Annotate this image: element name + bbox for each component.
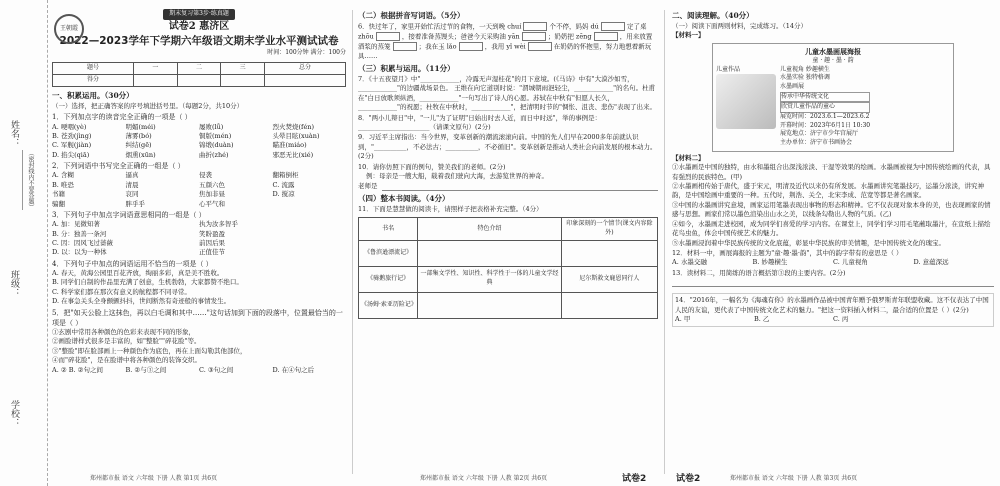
option: C. ③句之间: [199, 365, 234, 374]
question-7: 7．《十五夜望月》中"____________，冷露无声湿桂花"的月下意境。(《马诗》中有"大漠沙如雪，____________"的边疆战场景色。 王维在向它道别时说："渭城朝雨浥轻尘，____________"的名句。杜甫在"白日放歌须纵酒，____________"一句写出了诗人的心愿。苏轼在中秋有"但愿人长久，____________"的祝愿；杜牧在中秋时，____________"，把清明时节的"惆怅、沮丧、悲伤"表现了出来。: [358, 74, 656, 112]
name-line: [22, 150, 23, 210]
table-cell[interactable]: [418, 292, 562, 318]
option: 锦缎(duàn): [199, 141, 234, 150]
text: 老师是: [358, 181, 378, 190]
table-cell: 尼尔斯救文鹿恩同行人: [561, 266, 657, 292]
poster-subtitle: 童 · 趣 · 墨 · 韵: [812, 56, 854, 64]
option: C. 军舰(jiàn): [52, 141, 92, 150]
question-11: 11．下面是慧慧做的阅读卡，请照样子把表格补充完整。（4分）: [358, 204, 543, 213]
binding-note: （密封线内不要答题）: [27, 150, 34, 210]
option: C. 丙: [833, 315, 849, 324]
text: "的名句。杜甫在"白日放歌须纵酒，: [358, 84, 656, 102]
option: D. 搅凉: [272, 190, 295, 199]
table-cell[interactable]: [418, 240, 562, 266]
score-col: 二: [177, 63, 221, 75]
option: 清晨: [125, 180, 139, 189]
text: 儿童视角 妙趣横生: [780, 65, 830, 73]
option: B. ②与③之间: [125, 365, 167, 374]
options-q14: [675, 315, 991, 324]
text: 传承中华传统文化: [780, 92, 870, 103]
text: 14．"2016年，一幅名为《海魂有你》的水墨画作品被中国青年赠予俄罗斯青年联盟收藏。这不仅表达了中国人民的友谊，更代表了中国传统文化艺术的魅力。"把这一资料插入材料二，最合适的位置是（ ）(2分): [675, 296, 989, 314]
option: D. 在事急关头全身颤颤抖抖，世间断然有奇迹般的事情发生。: [52, 297, 231, 306]
text: 主办单位：济宁市书画协会: [780, 139, 853, 147]
passage-line: ②画脸谱样式很多是丰富的，如"整脸""碎花脸"等。: [52, 337, 201, 346]
section-heading: 一、积累运用。（30分）: [52, 91, 134, 101]
text: 9．习近平主席指出：当今世界，变革创新的潮流滚滚向前。中国的先人们早在2000多年前就认识到，": [358, 133, 639, 151]
poster-right: [780, 66, 870, 148]
instruction: （一）阅读下面两则材料，完成练习。（14分）: [672, 21, 808, 30]
option: 前因后果: [199, 239, 225, 248]
material-label: 【材料二】: [672, 153, 705, 162]
poster-left: [716, 66, 776, 148]
option: B. 妙趣横生: [752, 258, 788, 267]
option: 屡败(lǚ): [199, 122, 224, 131]
text: ；奶奶把 zēng: [547, 32, 592, 41]
question-8: 8．"两小儿辩日"中，"一儿"为了证明"日始出时去人近，而日中时远"，举的事例是：______________________（请课文原句）(2分): [358, 113, 602, 132]
text: ，不必循旧"。变革创新是推动人类社会向前发展的根本动力。(2分): [358, 142, 657, 161]
paper-number: 试卷2: [676, 474, 701, 484]
text: 展览地点：济宁市少年宫展厅: [780, 130, 859, 138]
option: A. 春天，黄海公园里百花齐放，绚丽多彩，真是美不胜收。: [52, 269, 224, 278]
option: B. 同学们自制的作品里充满了创意，生机勃勃，大家都赞不绝口。: [52, 278, 243, 287]
table-header: 印象深刻的一个情节(课文内容除外): [561, 218, 657, 240]
question-6: [358, 22, 658, 61]
text: "一句写出了诗人的心愿。苏轼在中秋有"但愿人长久，: [458, 93, 614, 102]
option: A. 含糊: [52, 171, 74, 180]
text: 8．"两小儿辩日"中，"一儿"为了证明"日始出时去人近，而日中时远"，举的事例是：: [358, 113, 602, 122]
option: B. 乙: [754, 315, 770, 324]
answer-line[interactable]: [672, 278, 994, 287]
option: 头晕目眩(xuàn): [272, 131, 320, 140]
option: 五颜六色: [199, 180, 225, 189]
paper-number: 试卷2: [622, 474, 647, 484]
text: "的祝愿；杜牧在中秋时，: [397, 103, 472, 112]
text: ，我用 yǐ wèi: [484, 42, 526, 51]
banner: 期末复习第3步·练真题: [163, 9, 235, 20]
passage-line: ③"整脸"即在脸部画上一种颜色作为底色，再在上面勾勒其他部位，: [52, 346, 247, 355]
option: 骗翻: [52, 199, 65, 208]
text: ，不必法古；: [406, 142, 446, 151]
option: C. 儿童视角: [833, 258, 868, 267]
score-cell[interactable]: [264, 75, 345, 87]
score-col: 三: [221, 63, 265, 75]
text: ；我在玉 lǎo: [418, 42, 457, 51]
option: 正值佳节: [199, 248, 225, 257]
pinyin-box[interactable]: [601, 22, 625, 31]
table-header: 书名: [359, 218, 418, 240]
page-footer: 郑州都市报 语文 六年级 下册 人教 第2页 共6页: [420, 475, 548, 482]
pinyin-box[interactable]: [523, 22, 547, 31]
passage-line: ④而"碎花脸"，是在脸谱中将各种颜色的装饰交织。: [52, 356, 201, 365]
answer-row: [358, 182, 658, 191]
option: 逼真: [125, 171, 139, 180]
paragraph: ①水墨画是中国的独特，由水和墨组合出深浅浓淡、干湿等效果的绘画。水墨画被视为中国传统绘画的代表，具有强烈的民族特色。(甲): [672, 163, 991, 181]
option: 心平气和: [199, 199, 225, 208]
text: 定了桌 zhōu: [358, 22, 647, 41]
text: ，用来放置酒浆的蒸笼: [358, 32, 653, 51]
options-q1: [52, 123, 346, 161]
page-footer: 郑州都市报 语文 六年级 下册 人教 第3页 共6页: [730, 475, 858, 482]
question-10: 10．请你仿照下面的例句，赞美我们的老师。(2分): [358, 162, 506, 171]
score-cell[interactable]: [221, 75, 265, 87]
option: [273, 200, 347, 209]
pinyin-box[interactable]: [393, 42, 417, 51]
option: 胖乎乎: [125, 199, 145, 208]
option: B. 分：独善一条河: [52, 229, 107, 238]
exam-meta: 时间：100分钟 满分：100分: [267, 49, 346, 57]
text: 王维在向它道别时说："渭城朝雨浥轻尘，: [454, 84, 575, 93]
option: B. 苍劲(jìng): [52, 131, 92, 140]
text: "，把清明时节的"惆怅、沮丧、悲伤"表现了出来。: [510, 103, 656, 112]
option: 瞄准(miáo): [272, 141, 307, 150]
question-1: 1．下列加点字的读音完全正确的一项是（ ）: [52, 113, 192, 122]
question-13: 13．读材料二，用简练的语言概括第③段的主要内容。(2分): [672, 268, 846, 277]
score-col: 一: [134, 63, 178, 75]
column-3: [672, 8, 994, 327]
option: 翻箱倒柜: [272, 171, 299, 180]
options-q2: [52, 171, 346, 209]
option: C. 流露: [272, 180, 295, 189]
binding-margin: [0, 0, 48, 486]
instruction: （一）选择，把正确答案的序号填进括号里。（每题2分，共10分）: [52, 101, 244, 110]
paragraph: ⑤水墨画浸润着中华民族传统的文化底蕴，彰显中华民族的审美情趣，是中国传统文化的瑰宝。: [672, 238, 945, 247]
question-5: 5．把"如天公脸上这抹色，再以白毛调和其中……"这句话加到下面的段落中，位置最恰当的一项是（ ）: [52, 308, 343, 327]
option: 书籍: [52, 190, 65, 199]
question-2: 2．下列词语中书写完全正确的一组是（ ）: [52, 162, 185, 171]
paragraph: ④如今，水墨画走进校园，成为同学们喜爱的学习内容。在课堂上，同学们学习用毛笔蘸取墨汁，在宣纸上描绘花鸟虫鱼，体会中国传统艺术的魅力。: [672, 219, 991, 238]
pinyin-box[interactable]: [459, 42, 483, 51]
text: 个不停，妈妈 dú: [549, 22, 599, 31]
text: （请课文原句）(2分): [429, 123, 491, 132]
poster-body: [716, 66, 950, 148]
column-2: [358, 8, 658, 319]
name-label: 姓名：: [9, 120, 19, 147]
table-cell: 《骑鹅旅行记》: [359, 266, 418, 292]
options-q3: [52, 220, 346, 258]
page-title: 2022—2023学年下学期六年级语文期末学业水平测试试卷: [59, 35, 339, 48]
text: 展览时间：2023.6.1—2023.6.2: [780, 112, 870, 120]
paragraph: ②水墨画相传始于唐代，盛于宋元，明清及近代以来仍有所发展。水墨画讲究笔墨技巧，运墨分浓淡，讲究神韵，是中国绘画中重要的一种。五代时，荆浩、关仝，北宋李成、范宽等都是著名画家。: [672, 182, 984, 200]
option: 焦加非昼: [199, 190, 225, 199]
table-header: 特色介绍: [418, 218, 562, 240]
options-q12: [672, 258, 994, 267]
text: 儿童作品: [716, 65, 741, 73]
question-3: 3．下列句子中加点字词语意思相同的一组是（ ）: [52, 211, 206, 220]
text: ，接着准备蒸馒头；爸爸今天采购油 yān: [401, 32, 520, 41]
material-label: 【材料一】: [672, 31, 705, 40]
score-col: 总分: [264, 63, 345, 75]
text: ，冷露无声湿桂花"的月下意境。(《马诗》中有"大漠沙如雪，: [459, 74, 634, 83]
answer-line[interactable]: [382, 182, 659, 191]
pinyin-box[interactable]: [594, 32, 618, 41]
ink-painting-image: [716, 74, 776, 129]
pinyin-box[interactable]: [376, 32, 400, 41]
text: 水墨实验 独特格调: [780, 74, 830, 82]
option: 薄雾(bó): [125, 131, 152, 140]
option: A. 哽咽(yè): [52, 122, 87, 131]
exhibition-poster: [712, 43, 954, 152]
page-footer: 郑州都市报 语文 六年级 下册 人教 第1页 共6页: [90, 475, 218, 482]
option: A. 加：见微知著: [52, 220, 100, 229]
option: B. 唯恐: [52, 180, 74, 189]
option: 烈火焚烧(fén): [272, 122, 315, 131]
score-table: [52, 62, 346, 87]
passage-line: ①玄剧中常用各种颜色的色彩来表现不同的形象，: [52, 327, 195, 336]
score-cell[interactable]: [177, 75, 221, 87]
column-1: [52, 8, 346, 375]
score-row-label: 得分: [53, 75, 134, 87]
poster-title: 儿童水墨画展海报: [805, 46, 861, 56]
option: 纠结(gē): [125, 141, 152, 150]
option: 执为汝多智乎: [199, 220, 238, 229]
column-divider: [664, 10, 665, 474]
option: D. 以：以为一种体: [52, 248, 107, 257]
table-cell: 《鲁滨逊漂流记》: [359, 240, 418, 266]
question-9: 9．习近平主席指出：当今世界，变革创新的潮流滚滚向前。中国的先人们早在2000多年前就认识到，"__________，不必法古；__________，不必循旧"。变革创新是推动人类社会向前发展的根本动力。(2分): [358, 133, 657, 161]
option: A. 甲: [675, 315, 691, 324]
school-label: 学校：: [9, 400, 19, 427]
paragraph: ③中国的水墨画讲究意境，画家运用笔墨表现出事物的形态和精神。它不仅表现对象本身的美，也表现画家的情感与思想。画家们常以墨色渲染出山水之美，以线条勾勒出人物的气质。(乙): [672, 200, 991, 219]
question-12: 12．材料一中，画展海报的主题为"童·趣·墨·韵"，其中的韵字带有的意思是（ ）: [672, 248, 903, 257]
section-heading: （三）积累与运用。（11分）: [358, 64, 455, 74]
option: 笑盼盈盈: [199, 229, 225, 238]
pinyin-box[interactable]: [522, 32, 546, 41]
logo: 王朝霞: [54, 14, 84, 44]
option: C. 因：因风飞过蔷薇: [52, 239, 113, 248]
score-cell[interactable]: [134, 75, 178, 87]
section-heading: 二、阅读理解。（40分）: [672, 11, 754, 20]
option: 哀同: [125, 190, 139, 199]
options-q5: [52, 366, 346, 375]
option: 邪恶无比(xié): [272, 150, 314, 159]
text: 在奶奶的怀抱里，努力地想着新玩具……: [358, 42, 652, 60]
option: D. 掐尖(qiā): [52, 150, 90, 159]
option: 烟熏(xūn): [125, 150, 156, 159]
option: C. 科学家们都在那次有意义的航程都不同寻常。: [52, 287, 191, 296]
reading-card-table: [358, 217, 658, 318]
score-col: 题号: [53, 63, 134, 75]
table-cell[interactable]: [561, 240, 657, 266]
question-4: 4．下列句子中加点的词语运用不恰当的一项是（ ）: [52, 259, 213, 268]
question-14: [672, 293, 994, 327]
text: 6．快过年了，家里开始忙活过节的食物，一天到晚 chuí: [358, 22, 522, 31]
option: 侵袭: [199, 171, 212, 180]
option: D. 在④句之后: [272, 365, 315, 374]
class-label: 班级：: [9, 270, 19, 297]
pinyin-box[interactable]: [528, 42, 552, 51]
paper-name: 试卷2 惠济区: [168, 20, 230, 32]
option: 铜版(mén): [199, 131, 232, 140]
text: 欣赏儿童作品的童心: [780, 102, 870, 113]
option: A. 水墨交融: [672, 258, 707, 267]
table-cell: 一部集文学性、知识性、科学性于一体的儿童文学经典: [418, 266, 562, 292]
table-cell[interactable]: [561, 292, 657, 318]
text: 7．《十五夜望月》中": [358, 74, 421, 83]
example-sentence: 例：母亲是一艘大船，载着我们驶向大海，去游览世界的神奇。: [366, 172, 548, 181]
text: 开幕时间：2023年6月1日 10:30: [780, 121, 871, 129]
option: A. ② B. ②句之间: [52, 365, 103, 374]
text: "的边疆战场景色。: [397, 84, 452, 93]
section-heading: （四）整本书阅读。（4分）: [358, 194, 450, 203]
section-heading: （二）根据拼音写词语。（5分）: [358, 11, 465, 20]
column-divider: [352, 10, 353, 474]
text: 水墨画展: [780, 82, 805, 90]
table-cell: 《汤姆·索亚历险记》: [359, 292, 418, 318]
option: 明媚(méi): [125, 122, 156, 131]
option: D. 意蕴深远: [913, 258, 949, 267]
option: 曲折(zhé): [199, 150, 229, 159]
